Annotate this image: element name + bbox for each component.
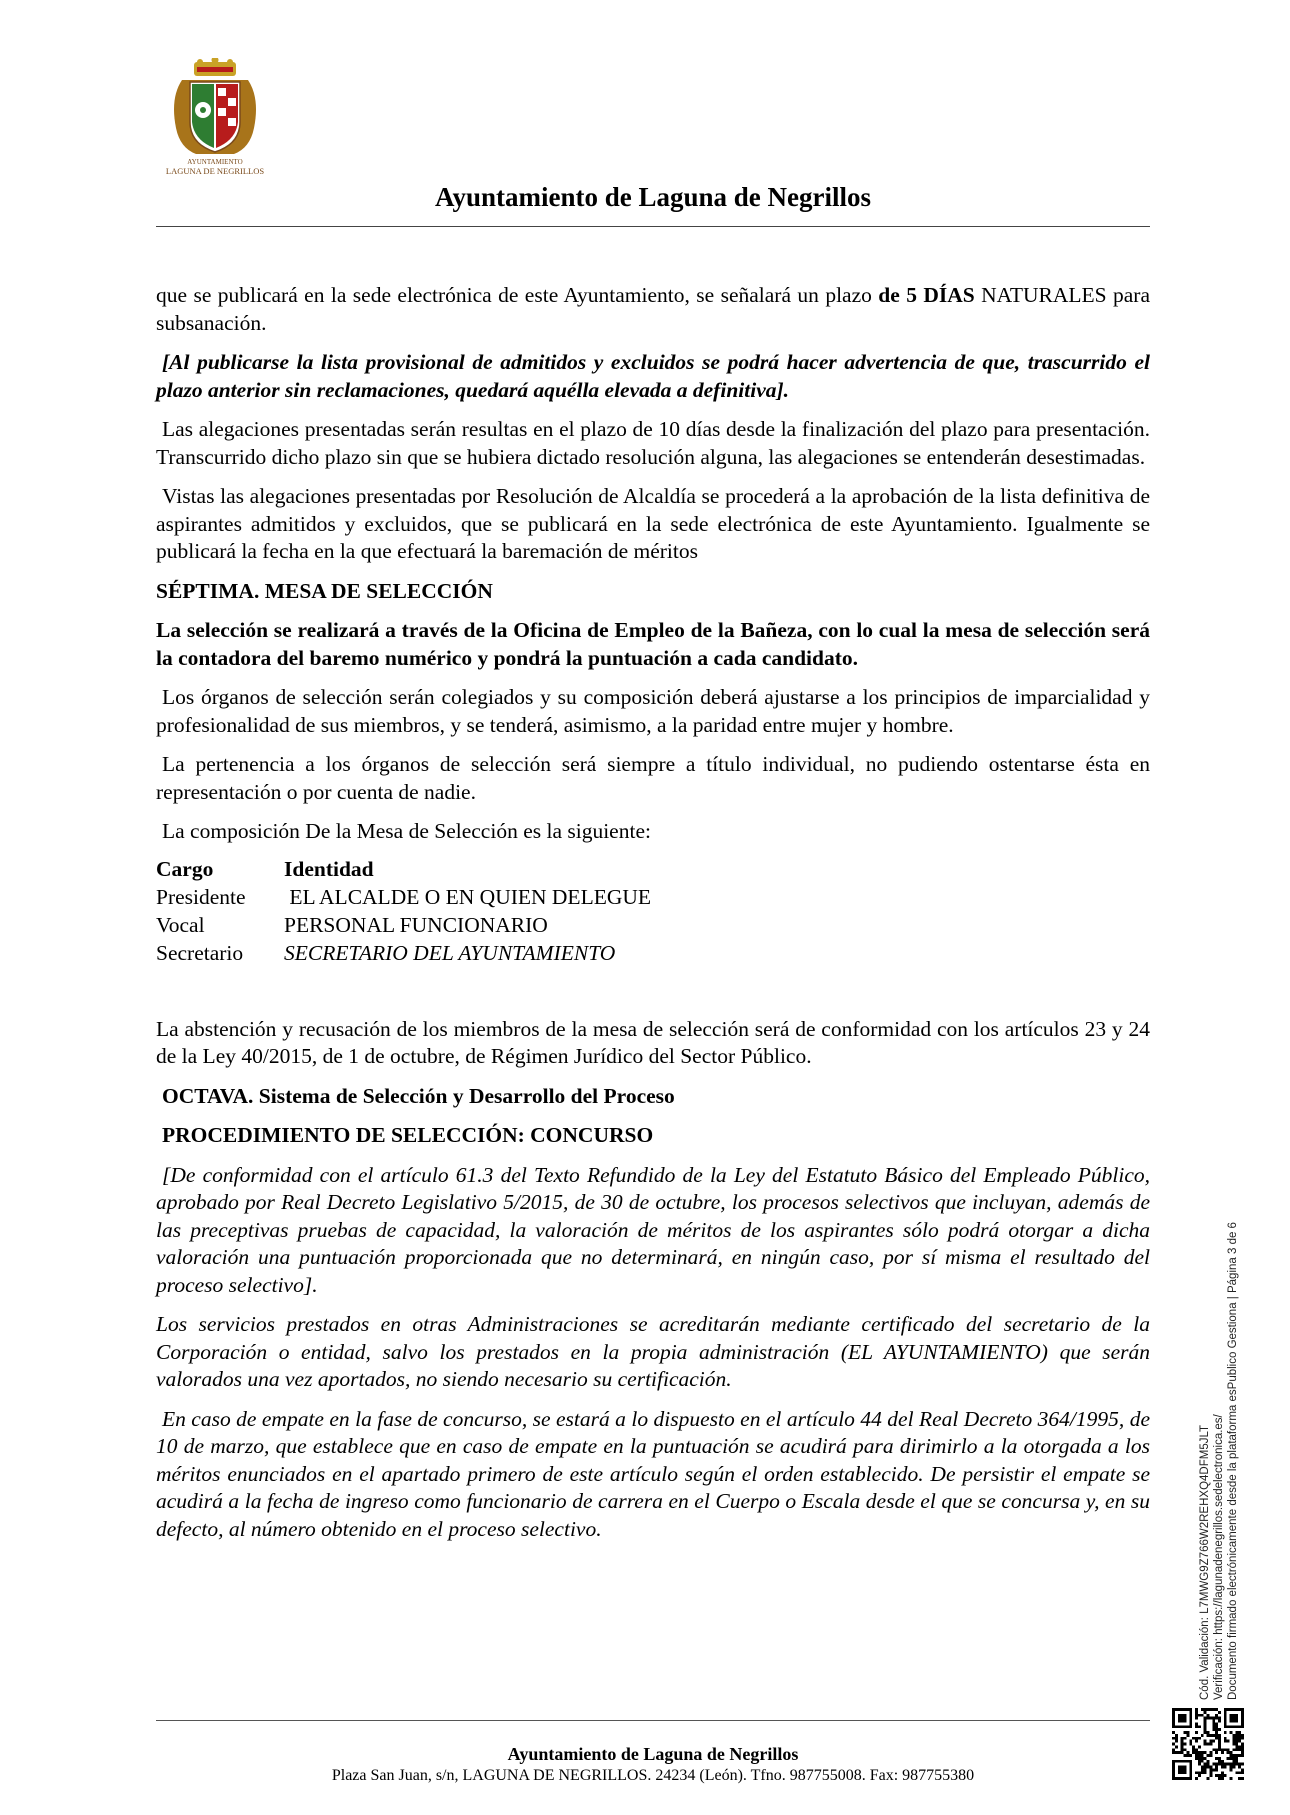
- footer-divider: [156, 1720, 1150, 1721]
- crown-icon: [194, 58, 236, 76]
- cargo-cell: Vocal: [156, 912, 205, 937]
- table-header-row: [156, 856, 651, 884]
- paragraph-oficina-empleo: La selección se realizará a través de la Oficina de Empleo de la Bañeza, con lo cual la mesa de selección será la contadora del baremo numérico y pondrá la puntuación a cada candidato.: [156, 618, 1150, 670]
- section-heading-octava: OCTAVA. Sistema de Selección y Desarrollo del Proceso: [162, 1083, 675, 1108]
- table-row: [156, 912, 651, 940]
- paragraph-servicios-prestados: Los servicios prestados en otras Administraciones se acreditarán mediante certificado del secretario de la Corporación o entidad, salvo los prestados en la propia administración (EL AYUNTAMIENTO) que serán valorados una vez aportados, no siendo necesario su certificación.: [156, 1312, 1150, 1391]
- signature-note: Documento firmado electrónicamente desde la plataforma esPublico Gestiona | Página 3 de 6: [1227, 1222, 1239, 1700]
- header-cargo: Cargo: [156, 856, 214, 881]
- document-body: [156, 282, 1150, 1555]
- mesa-seleccion-table: [156, 856, 651, 968]
- verification-url[interactable]: Verificación: https://lagunadenegrillos.sedelectronica.es/: [1213, 1414, 1225, 1700]
- paragraph-estatuto-basico: [De conformidad con el artículo 61.3 del Texto Refundido de la Ley del Estatuto Básico del Empleado Público, aprobado por Real Decreto Legislativo 5/2015, de 30 de octubre, los procesos selectivos que incluyan, además de las preceptivas pruebas de capacidad, la valoración de méritos de los aspirantes sólo podrá otorgar a dicha valoración una puntuación proporcionada que no determinará, en ningún caso, por sí misma el resultado del proceso selectivo].: [156, 1162, 1150, 1297]
- municipal-coat-of-arms-logo: [152, 58, 278, 178]
- svg-text:LAGUNA DE NEGRILLOS: LAGUNA DE NEGRILLOS: [165, 166, 265, 176]
- page-title: Ayuntamiento de Laguna de Negrillos: [434, 182, 872, 212]
- header-divider: [156, 226, 1150, 227]
- table-row: [156, 884, 651, 912]
- validation-sidebar: [1198, 1140, 1240, 1700]
- footer-title: Ayuntamiento de Laguna de Negrillos: [507, 1744, 799, 1764]
- header-identidad: Identidad: [284, 856, 374, 881]
- identidad-cell: EL ALCALDE O EN QUIEN DELEGUE: [284, 884, 652, 909]
- paragraph-advertencia: [Al publicarse la lista provisional de admitidos y excluidos se podrá hacer advertencia de que, trascurrido el plazo anterior sin reclamaciones, quedará aquélla elevada a definitiva].: [156, 350, 1150, 402]
- table-row: [156, 940, 651, 968]
- paragraph-composicion: La composición De la Mesa de Selección es la siguiente:: [162, 819, 651, 843]
- section-heading-procedimiento: PROCEDIMIENTO DE SELECCIÓN: CONCURSO: [162, 1123, 654, 1147]
- section-heading-septima: SÉPTIMA. MESA DE SELECCIÓN: [156, 578, 493, 603]
- cargo-cell: Secretario: [156, 940, 244, 965]
- identidad-cell: SECRETARIO DEL AYUNTAMIENTO: [284, 940, 616, 965]
- identidad-cell: PERSONAL FUNCIONARIO: [284, 912, 548, 937]
- paragraph-organos-seleccion: Los órganos de selección serán colegiados y su composición deberá ajustarse a los principios de imparcialidad y profesionalidad de sus miembros, y se tenderá, asimismo, a la paridad entre mujer y hombre.: [156, 685, 1150, 737]
- svg-text:AYUNTAMIENTO: AYUNTAMIENTO: [187, 158, 243, 166]
- paragraph-empate: En caso de empate en la fase de concurso, se estará a lo dispuesto en el artículo 44 del Real Decreto 364/1995, de 10 de marzo, que establece que en caso de empate en la puntuación se acudirá para dirimirlo a la otorgada a los méritos enunciados en el apartado primero de este artículo según el orden establecido. De persistir el empate se acudirá a la fecha de ingreso como funcionario de carrera en el Cuerpo o Escala desde el que se concursa y, en su defecto, al número obtenido en el proceso selectivo.: [156, 1406, 1150, 1541]
- qr-code-icon: [1172, 1708, 1244, 1780]
- paragraph-subsanacion: que se publicará en la sede electrónica de este Ayuntamiento, se señalará un plazo de 5 DÍAS NATURALES para subsanación.: [156, 283, 1150, 335]
- paragraph-pertenencia: La pertenencia a los órganos de selección será siempre a título individual, no pudiendo ostentarse ésta en representación o por cuenta de nadie.: [156, 752, 1150, 804]
- cargo-cell: Presidente: [156, 884, 246, 909]
- paragraph-alegaciones: Las alegaciones presentadas serán resultas en el plazo de 10 días desde la finalización del plazo para presentación. Transcurrido dicho plazo sin que se hubiera dictado resolución alguna, las alegaciones se entenderán desestimadas.: [156, 417, 1150, 469]
- footer-address: Plaza San Juan, s/n, LAGUNA DE NEGRILLOS. 24234 (León). Tfno. 987755008. Fax: 987755380: [331, 1767, 975, 1784]
- paragraph-lista-definitiva: Vistas las alegaciones presentadas por Resolución de Alcaldía se procederá a la aprobación de la lista definitiva de aspirantes admitidos y excluidos, que se publicará en la sede electrónica de este Ayuntamiento. Igualmente se publicará la fecha en la que efectuará la baremación de méritos: [156, 484, 1150, 563]
- paragraph-abstencion: La abstención y recusación de los miembros de la mesa de selección será de conformidad con los artículos 23 y 24 de la Ley 40/2015, de 1 de octubre, de Régimen Jurídico del Sector Público.: [156, 1016, 1150, 1068]
- validation-code: Cód. Validación: L7MWG9Z766W2REHXQ4DFM5JLT: [1199, 1424, 1211, 1700]
- shield-icon: [190, 82, 240, 152]
